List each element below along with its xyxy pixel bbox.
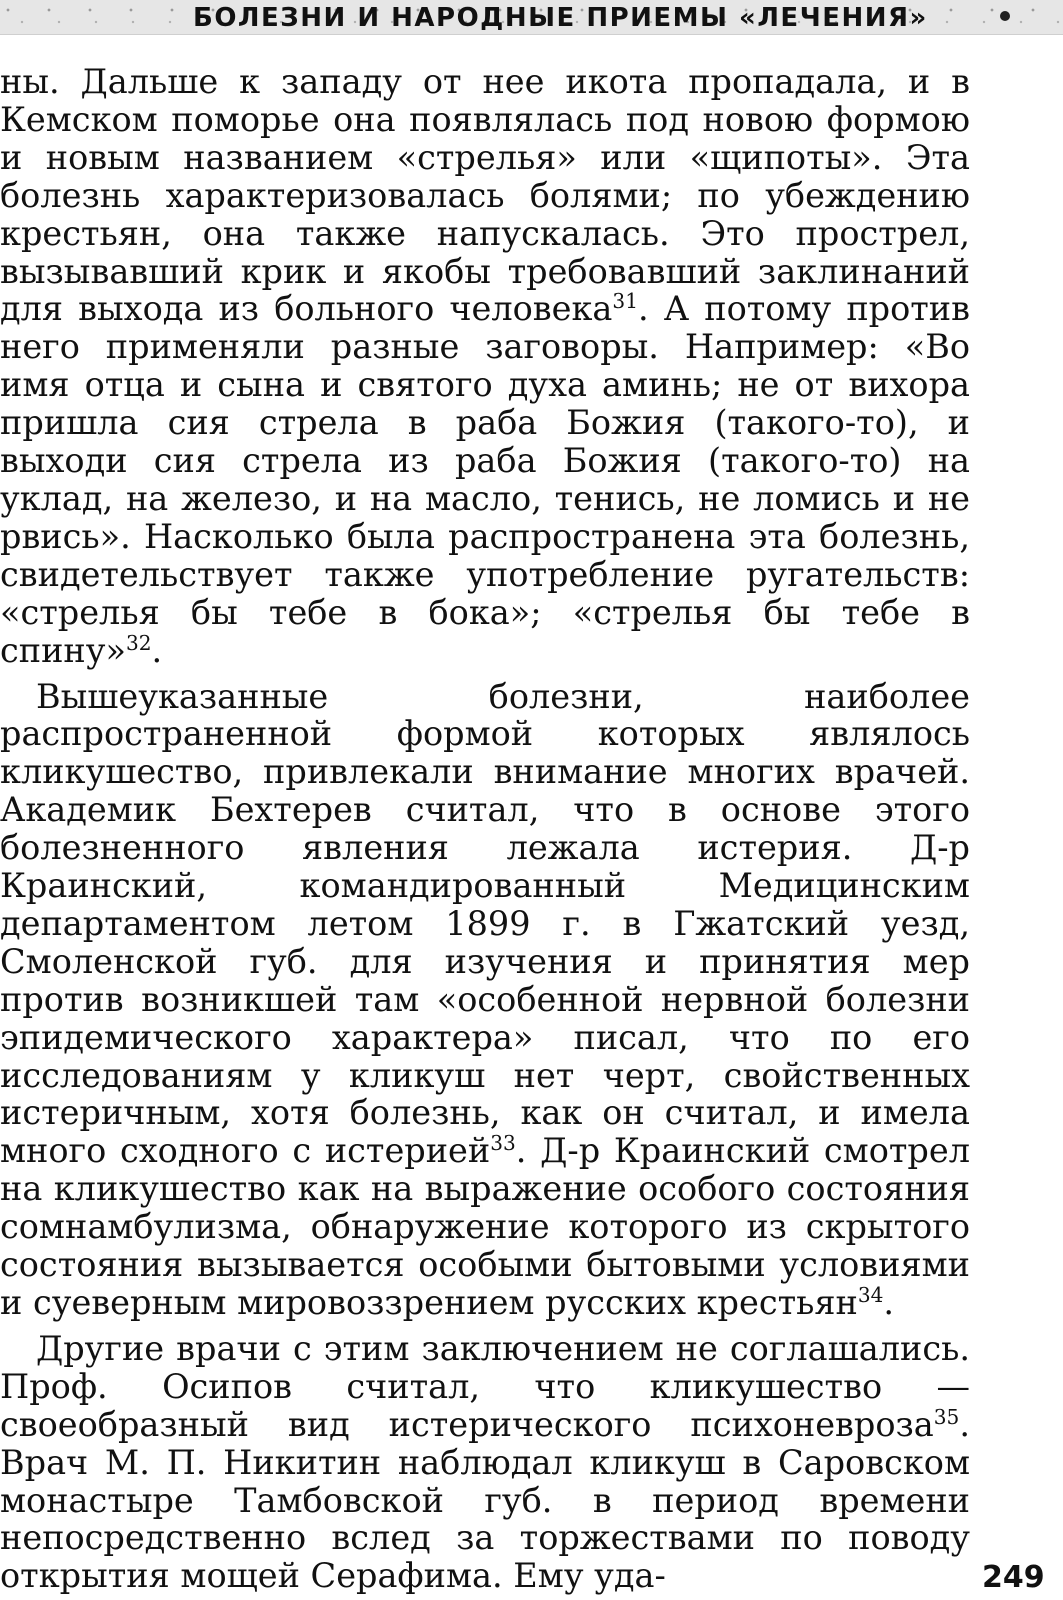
- text-segment: . А потому против него применяли разные заговоры. Например: «Во имя отца и сына и святого духа аминь; не от вихора пришла сия стрела в раба Божия (такого-то), и выходи сия стрела из раба Божия (такого-то) на уклад, на железо, и на масло, тенись, не ломись и не рвись». Насколько была распространена эта болезнь, свидетельствует также употребление ругательств: «стрелья бы тебе в бока»; «стрелья бы тебе в спину»: [0, 289, 970, 670]
- text-segment: . Врач М. П. Никитин наблюдал кликуш в Саровском монастыре Тамбовской губ. в период времени непосредственно вслед за торжествами по поводу открытия мощей Серафима. Ему уда-: [0, 1404, 970, 1596]
- footnote-ref-34: 34: [857, 1282, 884, 1307]
- text-segment: .: [151, 630, 163, 670]
- footnote-ref-32: 32: [125, 630, 152, 655]
- paragraph-3: [0, 1330, 970, 1595]
- text-segment: Другие врачи с этим заключением не соглашались. Проф. Осипов считал, что кликушество — своеобразный вид истерического психоневроза: [0, 1328, 970, 1444]
- footnote-ref-35: 35: [933, 1404, 960, 1429]
- text-segment: . Д-р Краинский смотрел на кликушество как на выражение особого состояния сомнамбулизма, обнаружение которого из скрытого состояния вызывается особыми бытовыми условиями и суеверным мировоззрением русских крестьян: [0, 1131, 970, 1322]
- body-text: [0, 63, 970, 1595]
- text-segment: Вышеуказанные болезни, наиболее распространенной формой которых являлось кликушество, привлекали внимание многих врачей. Академик Бехтерев считал, что в основе этого болезненного явления лежала истерия. Д-р Краинский, командированный Медицинским департаментом летом 1899 г. в Гжатский уезд, Смоленской губ. для изучения и принятия мер против возникшей там «особенной нервной болезни эпидемического характера» писал, что по его исследованиям у кликуш нет черт, свойственных истеричным, хотя болезнь, как он считал, и имела много сходного с истерией: [0, 676, 970, 1171]
- footnote-ref-33: 33: [490, 1131, 516, 1156]
- running-header-title: БОЛЕЗНИ И НАРОДНЫЕ ПРИЕМЫ «ЛЕЧЕНИЯ»: [193, 3, 928, 33]
- paragraph-1: [0, 63, 970, 670]
- footnote-ref-31: 31: [612, 289, 638, 314]
- text-segment: ны. Дальше к западу от нее икота пропадала, и в Кемском поморье она появлялась под новою формою и новым названием «стрелья» или «щипоты». Эта болезнь характеризовалась болями; по убеждению крестьян, она также напускалась. Это прострел, вызывавший крик и якобы требовавший заклинаний для выхода из больного человека: [0, 62, 970, 329]
- header-bullet-icon: [1000, 11, 1010, 21]
- paragraph-2: [0, 678, 970, 1322]
- page-number: 249: [982, 1560, 1045, 1595]
- text-segment: .: [883, 1283, 895, 1322]
- running-header: [0, 0, 1063, 35]
